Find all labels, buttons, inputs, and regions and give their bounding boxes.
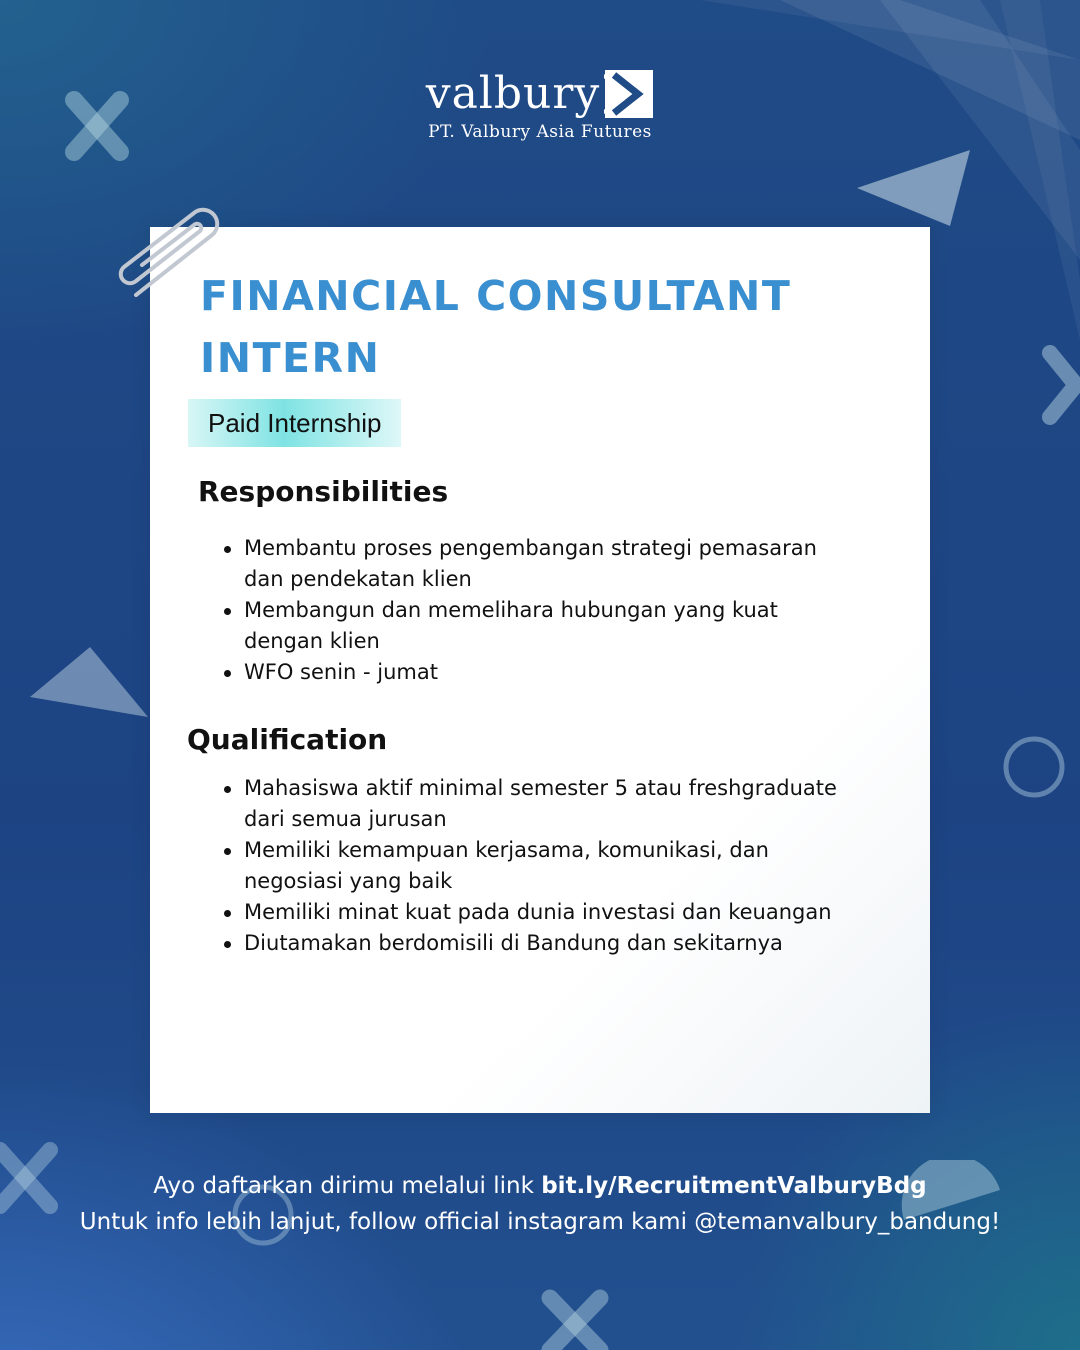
list-item: Membantu proses pengembangan strategi pemasaran dan pendekatan klien	[244, 533, 844, 595]
qualification-list	[200, 773, 844, 959]
list-item: Mahasiswa aktif minimal semester 5 atau freshgraduate dari semua jurusan	[244, 773, 844, 835]
responsibilities-list	[200, 533, 844, 688]
list-item: WFO senin - jumat	[244, 657, 844, 688]
qualification-heading: Qualification	[187, 723, 388, 756]
triangle-shape-icon	[855, 148, 975, 228]
registration-link[interactable]: bit.ly/RecruitmentValburyBdg	[541, 1173, 927, 1199]
list-item: Diutamakan berdomisili di Bandung dan sekitarnya	[244, 928, 844, 959]
internship-badge: Paid Internship	[188, 399, 401, 447]
footer-line1-prefix: Ayo daftarkan dirimu melalui link	[153, 1173, 542, 1199]
footer-line2: Untuk info lebih lanjut, follow official instagram kami @temanvalbury_bandung!	[79, 1209, 1001, 1235]
logo-wordmark: valbury	[425, 68, 601, 119]
circle-shape-icon	[1000, 733, 1068, 801]
logo-subtitle: PT. Valbury Asia Futures	[428, 122, 652, 142]
footer-text	[0, 1168, 1080, 1240]
paperclip-icon	[112, 205, 237, 305]
list-item: Membangun dan memelihara hubungan yang kuat dengan klien	[244, 595, 844, 657]
chevron-shape-icon	[1040, 345, 1080, 425]
job-title-line2: INTERN	[200, 334, 381, 382]
list-item: Memiliki minat kuat pada dunia investasi dan keuangan	[244, 897, 844, 928]
list-item: Memiliki kemampuan kerjasama, komunikasi, dan negosiasi yang baik	[244, 835, 844, 897]
responsibilities-heading: Responsibilities	[198, 475, 449, 508]
footer-line1	[0, 1168, 1080, 1204]
chevron-right-icon	[604, 69, 654, 119]
valbury-logo	[0, 68, 1080, 142]
job-title	[200, 265, 900, 389]
x-shape-icon	[540, 1288, 610, 1350]
triangle-shape-icon	[28, 645, 150, 721]
job-title-line1: FINANCIAL CONSULTANT	[200, 272, 792, 320]
job-card	[150, 227, 930, 1113]
